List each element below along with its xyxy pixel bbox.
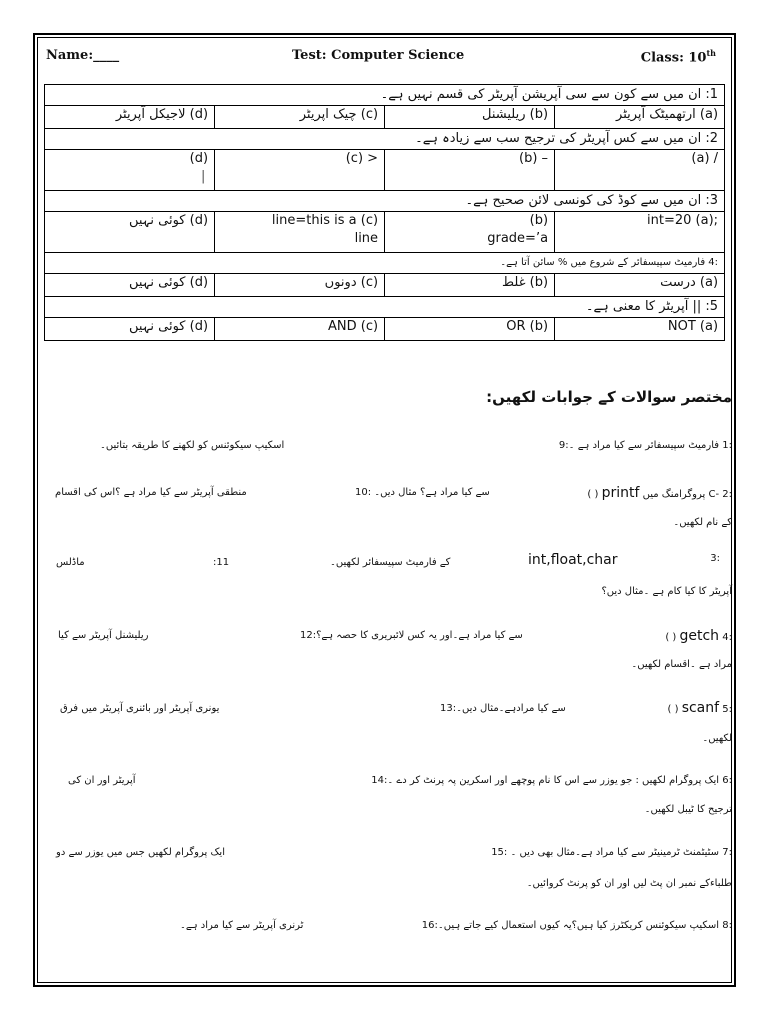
- mcq-question-2: 2: ان میں سے کس آپریٹر کی ترجیح سب سے زیادہ ہے۔: [45, 129, 725, 150]
- mcq-2-option-b: – (b): [385, 150, 555, 191]
- mcq-4-option-b: (b) غلط: [385, 274, 555, 297]
- mcq-option-row: [45, 318, 725, 341]
- mcq-3-option-b: (b) grade=’a: [385, 212, 555, 253]
- mcq-question-row: [45, 129, 725, 150]
- mcq-1-option-d: (d) لاجیکل آپریٹر: [45, 106, 215, 129]
- mcq-table: [44, 84, 725, 341]
- mcq-2-option-a: / (a): [555, 150, 725, 191]
- short-question-2: :2 -C پروگرامنگ میں printf ( ): [587, 485, 732, 501]
- short-question-3-cont: آپریٹر کا کیا کام ہے ۔مثال دیں؟: [601, 586, 732, 597]
- short-question-2-cont: کے نام لکھیں۔: [673, 517, 732, 528]
- short-question-6-cont: ترجیح کا ٹیبل لکھیں۔: [644, 804, 732, 815]
- mcq-option-row: [45, 106, 725, 129]
- short-question-3-text: کے فارمیٹ سپیسفائر لکھیں۔: [330, 557, 451, 568]
- name-label: Name:____: [46, 48, 120, 63]
- short-question-6: :6 ایک پروگرام لکھیں : جو یوزر سے اس کا نام پوچھے اور اسکرین پہ پرنٹ کر دے ۔:14: [371, 775, 732, 786]
- class-label: Class: 10th: [640, 48, 716, 66]
- mcq-question-5: 5: || آپریٹر کا معنی ہے۔: [45, 297, 725, 318]
- short-question-1: :1 فارمیٹ سپیسفائر سے کیا مراد ہے ۔:9: [558, 440, 732, 451]
- mcq-3-option-d: (d) کوئی نہیں: [45, 212, 215, 253]
- short-question-3-num: :3: [710, 553, 720, 564]
- short-question-12-part: سے کیا مراد ہے۔اور یہ کس لائبریری کا حصہ ہے؟:12: [300, 630, 523, 641]
- mcq-5-option-a: NOT (a): [555, 318, 725, 341]
- mcq-2-option-c: < (c): [215, 150, 385, 191]
- mcq-option-row: [45, 274, 725, 297]
- mcq-1-option-a: (a) ارتھمیٹک آپریٹر: [555, 106, 725, 129]
- short-question-13-part: سے کیا مرادہے۔مثال دیں۔:13: [440, 703, 566, 714]
- mcq-4-option-c: (c) دونوں: [215, 274, 385, 297]
- short-question-10: منطقی آپریٹر سے کیا مراد ہے ؟اس کی اقسام: [55, 487, 247, 498]
- mcq-question-row: [45, 85, 725, 106]
- short-question-11: ماڈلس: [56, 557, 85, 568]
- mcq-question-3: 3: ان میں سے کوڈ کی کونسی لائن صحیح ہے۔: [45, 191, 725, 212]
- mcq-option-row: [45, 212, 725, 253]
- mcq-option-row: [45, 150, 725, 191]
- short-question-12: ریلیشنل آپریٹر سے کیا: [58, 630, 149, 641]
- mcq-question-row: [45, 191, 725, 212]
- mcq-3-option-c: line=this is a (c) line: [215, 212, 385, 253]
- short-question-4: :4 getch ( ): [665, 628, 732, 644]
- mcq-question-row: [45, 297, 725, 318]
- short-question-5: :5 scanf ( ): [667, 700, 732, 716]
- mcq-1-option-b: (b) ریلیشنل: [385, 106, 555, 129]
- short-question-13: یونری آپریٹر اور بائنری آپریٹر میں فرق: [60, 703, 220, 714]
- mcq-question-1: 1: ان میں سے کون سے سی آپریشن آپریٹر کی قسم نہیں ہے۔: [45, 85, 725, 106]
- mcq-4-option-a: (a) درست: [555, 274, 725, 297]
- short-question-8: :8 اسکیپ سیکوئنس کریکٹرز کیا ہیں؟یہ کیوں استعمال کیے جاتے ہیں۔:16: [421, 920, 732, 931]
- short-question-14: آپریٹر اور ان کی: [68, 775, 136, 786]
- short-question-3-types: int,float,char: [528, 552, 618, 568]
- mcq-question-4: :4 فارمیٹ سپیسفائر کے شروع میں % سائن آتا ہے۔: [45, 253, 725, 274]
- mcq-1-option-c: (c) چیک اپریٹر: [215, 106, 385, 129]
- short-question-7-cont: طلباءکے نمبر ان پٹ لیں اور ان کو پرنٹ کروائیں۔: [526, 878, 732, 889]
- mcq-5-option-d: (d) کوئی نہیں: [45, 318, 215, 341]
- short-question-16: ٹرنری آپریٹر سے کیا مراد ہے۔: [180, 920, 304, 931]
- short-question-10-part: سے کیا مراد ہے؟ مثال دیں۔ :10: [355, 487, 490, 498]
- mcq-2-option-d: (d) |: [45, 150, 215, 191]
- short-question-11-num: 11:: [213, 557, 230, 568]
- short-question-15: ایک پروگرام لکھیں جس میں یوزر سے دو: [56, 847, 225, 858]
- mcq-3-option-a: ;int=20 (a): [555, 212, 725, 253]
- mcq-question-row: [45, 253, 725, 274]
- short-question-9: اسکیپ سیکوئنس کو لکھنے کا طریقہ بتائیں۔: [100, 440, 285, 451]
- test-title: Test: Computer Science: [292, 48, 465, 63]
- short-question-5-cont: لکھیں۔: [702, 733, 732, 744]
- short-questions-title: مختصر سوالات کے جوابات لکھیں:: [486, 388, 732, 406]
- mcq-5-option-b: OR (b): [385, 318, 555, 341]
- short-question-7: :7 سٹیٹمنٹ ٹرمینیٹر سے کیا مراد ہے۔مثال بھی دیں ۔ :15: [491, 847, 732, 858]
- mcq-4-option-d: (d) کوئی نہیں: [45, 274, 215, 297]
- short-question-4-cont: مراد ہے ۔اقسام لکھیں۔: [631, 659, 732, 670]
- mcq-5-option-c: AND (c): [215, 318, 385, 341]
